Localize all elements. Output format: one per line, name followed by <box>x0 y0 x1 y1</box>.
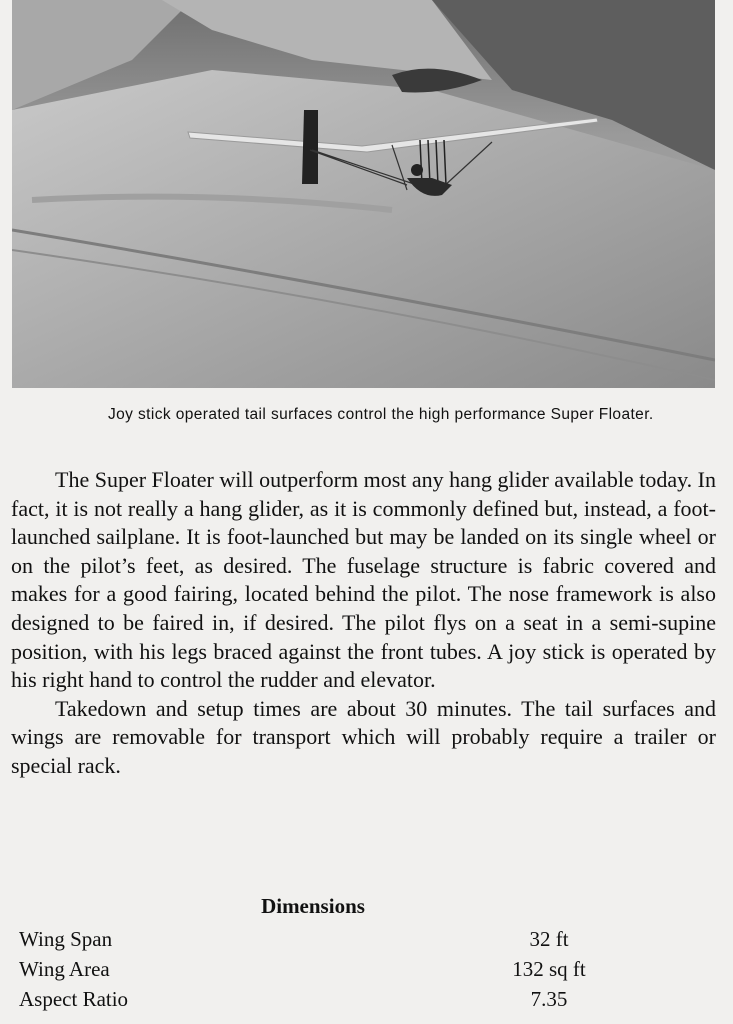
dimensions-title: Dimensions <box>261 894 365 918</box>
photo-caption: Joy stick operated tail surfaces control the high performance Super Floater. <box>108 406 654 423</box>
dimension-label: Wing Span <box>19 927 113 951</box>
dimension-row <box>19 984 599 1014</box>
dimension-label: Wing Area <box>19 957 110 981</box>
dimension-value: 132 sq ft <box>512 957 586 981</box>
dimension-value: 7.35 <box>530 987 568 1011</box>
glider-photo <box>12 0 715 388</box>
dimension-value: 32 ft <box>529 927 569 951</box>
dimension-label: Aspect Ratio <box>19 987 129 1011</box>
dimension-row <box>19 954 599 984</box>
article-body <box>11 466 716 781</box>
paragraph: The Super Floater will outperform most any hang glider available today. In fact, it is not really a hang glider, as it is commonly defined but, instead, a foot-launched sailplane. It is foot-launched but may be landed on its single wheel or on the pilot’s feet, as desired. The fuselage structure is fabric covered and makes for a good fairing, located behind the pilot. The nose framework is also designed to be faired in, if desired. The pilot flys on a seat in a semi-supine position, with his legs braced against the front tubes. A joy stick is operated by his right hand to control the rudder and elevator. <box>11 467 716 693</box>
paragraph: Takedown and setup times are about 30 minutes. The tail surfaces and wings are removable for transport which will probably require a trailer or special rack. <box>11 695 716 778</box>
dimensions-table <box>19 924 599 1014</box>
dimension-row <box>19 924 599 954</box>
